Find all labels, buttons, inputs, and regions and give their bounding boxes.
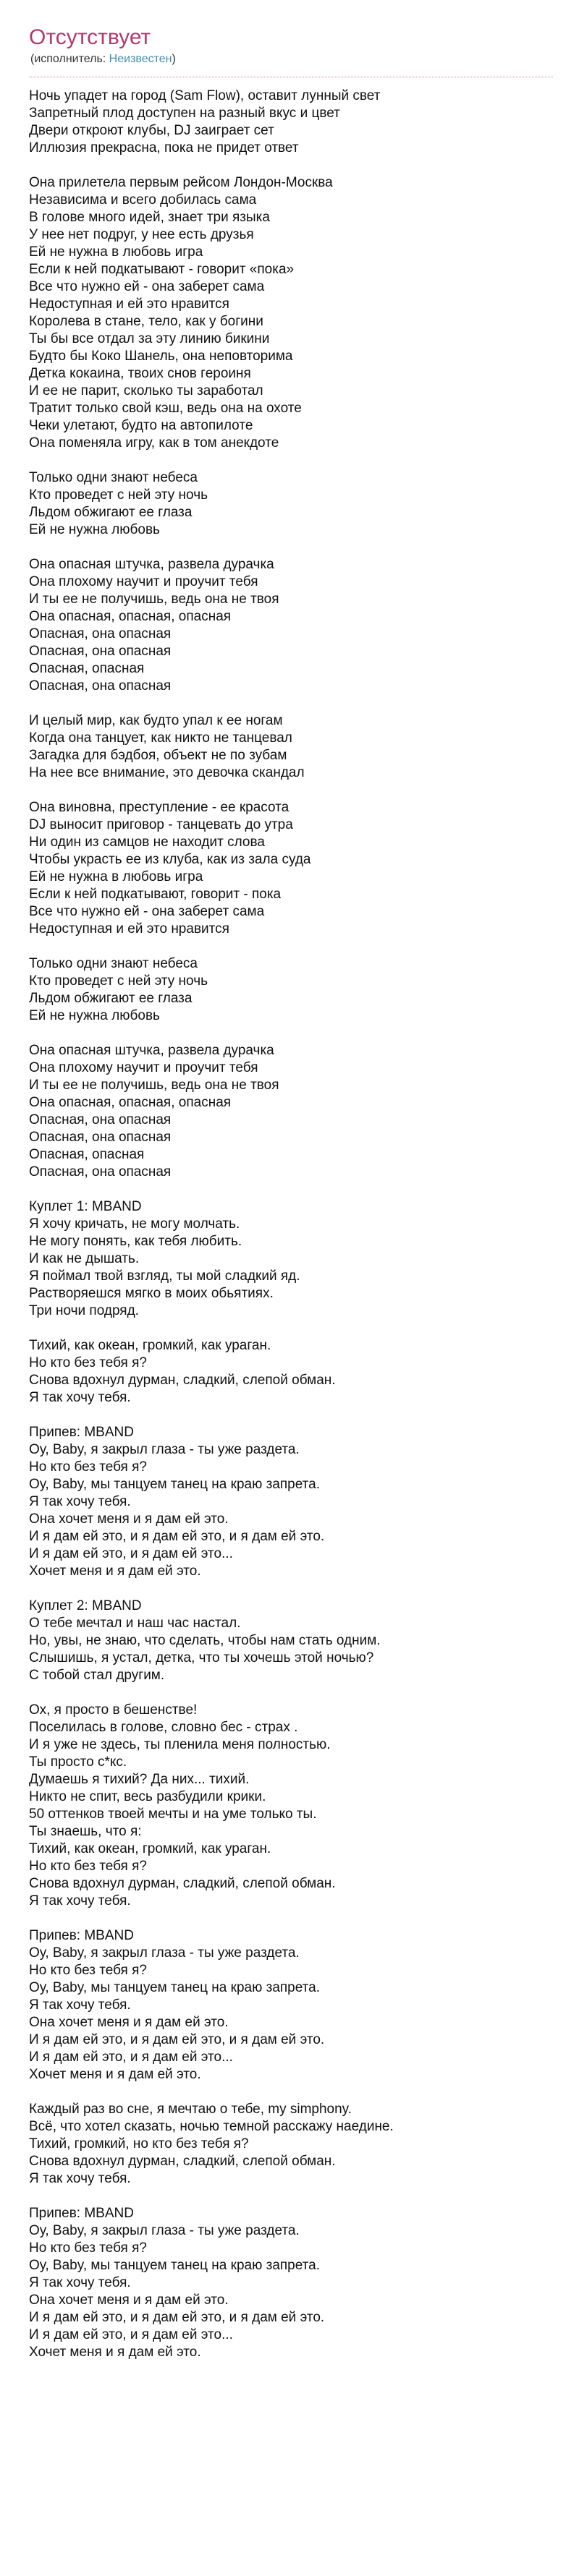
lyric-line: У нее нет подруг, у нее есть друзья bbox=[29, 227, 254, 242]
lyric-line: Когда она танцует, как никто не танцевал bbox=[29, 730, 292, 746]
lyric-line: Хочет меня и я дам ей это. bbox=[29, 1564, 201, 1579]
lyric-line: Двери откроют клубы, DJ заиграет сет bbox=[29, 123, 274, 138]
lyric-line: И я дам ей это, и я дам ей это... bbox=[29, 1546, 233, 1561]
lyric-line: Кто проведет с ней эту ночь bbox=[29, 487, 208, 503]
lyric-line: Я так хочу тебя. bbox=[29, 1893, 131, 1908]
artist-prefix: (исполнитель: bbox=[30, 53, 109, 65]
lyric-line: Недоступная и ей это нравится bbox=[29, 921, 229, 937]
lyrics-stanza bbox=[29, 712, 565, 782]
lyric-line: Слышишь, я устал, детка, что ты хочешь этой ночью? bbox=[29, 1650, 374, 1666]
lyric-line: Я хочу кричать, не могу молчать. bbox=[29, 1216, 240, 1232]
lyric-line: Она опасная, опасная, опасная bbox=[29, 1095, 232, 1110]
lyrics-stanza bbox=[29, 799, 565, 938]
lyric-line: Она хочет меня и я дам ей это. bbox=[29, 1511, 229, 1527]
lyrics-stanza bbox=[29, 556, 565, 695]
lyric-line: Ты знаешь, что я: bbox=[29, 1824, 142, 1839]
lyric-line: Но кто без тебя я? bbox=[29, 1963, 147, 1978]
lyric-line: Опасная, она опасная bbox=[29, 1112, 172, 1127]
lyric-line: Ей не нужна в любовь игра bbox=[29, 244, 203, 260]
lyric-line: Но кто без тебя я? bbox=[29, 1459, 147, 1475]
lyrics-stanza bbox=[29, 2101, 565, 2188]
lyric-line: Я так хочу тебя. bbox=[29, 2171, 131, 2186]
lyric-line: И я дам ей это, и я дам ей это, и я дам ей это. bbox=[29, 1529, 325, 1544]
lyric-line: Только одни знают небеса bbox=[29, 956, 198, 971]
lyrics-stanza bbox=[29, 1598, 565, 1684]
lyric-line: Недоступная и ей это нравится bbox=[29, 297, 229, 312]
lyric-line: Снова вдохнул дурман, сладкий, слепой обман. bbox=[29, 1876, 336, 1891]
lyric-line: Опасная, опасная bbox=[29, 1147, 145, 1162]
artist-link[interactable]: Неизвестен bbox=[109, 53, 172, 65]
lyric-line: Тихий, как океан, громкий, как ураган. bbox=[29, 1338, 271, 1353]
lyrics-stanza bbox=[29, 174, 565, 452]
lyrics-stanza bbox=[29, 1337, 565, 1407]
lyric-line: Оу, Baby, я закрыл глаза - ты уже раздета. bbox=[29, 1442, 300, 1457]
lyric-line: Но кто без тебя я? bbox=[29, 2240, 147, 2256]
lyric-line: Снова вдохнул дурман, сладкий, слепой обман. bbox=[29, 2154, 336, 2169]
lyric-line: Чеки улетают, будто на автопилоте bbox=[29, 418, 253, 433]
lyric-line: Но, увы, не знаю, что сделать, чтобы нам стать одним. bbox=[29, 1633, 381, 1648]
lyric-line: Всё, что хотел сказать, ночью темной расскажу наедине. bbox=[29, 2119, 394, 2134]
lyric-line: Ночь упадет на город (Sam Flow), оставит лунный свет bbox=[29, 88, 381, 103]
lyrics-stanza bbox=[29, 1927, 565, 2084]
lyric-line: Но кто без тебя я? bbox=[29, 1355, 147, 1370]
lyric-line: Все что нужно ей - она заберет сама bbox=[29, 904, 265, 919]
lyric-line: Поселилась в голове, словно бес - страх . bbox=[29, 1720, 298, 1735]
lyric-line: Она хочет меня и я дам ей это. bbox=[29, 2015, 229, 2030]
lyric-line: Опасная, она опасная bbox=[29, 1130, 172, 1145]
lyric-line: Она плохому научит и проучит тебя bbox=[29, 574, 258, 589]
lyric-line: И я дам ей это, и я дам ей это, и я дам ей это. bbox=[29, 2310, 325, 2325]
lyric-line: Она опасная штучка, развела дурачка bbox=[29, 1043, 274, 1058]
lyric-line: Ей не нужна любовь bbox=[29, 522, 160, 537]
lyric-line: Запретный плод доступен на разный вкус и цвет bbox=[29, 106, 340, 121]
lyric-line: Тихий, как океан, громкий, как ураган. bbox=[29, 1841, 271, 1856]
song-title: Отсутствует bbox=[29, 25, 151, 49]
lyric-line: Оу, Baby, мы танцуем танец на краю запрета. bbox=[29, 1477, 321, 1492]
lyric-line: С тобой стал другим. bbox=[29, 1668, 165, 1683]
lyric-line: В голове много идей, знает три языка bbox=[29, 210, 270, 225]
lyric-line: Куплет 1: MBAND bbox=[29, 1199, 142, 1214]
lyrics-text bbox=[29, 88, 565, 2361]
lyric-line: И я дам ей это, и я дам ей это... bbox=[29, 2327, 233, 2342]
lyric-line: Но кто без тебя я? bbox=[29, 1859, 147, 1874]
lyric-line: Припев: MBAND bbox=[29, 1928, 134, 1943]
lyric-line: Я так хочу тебя. bbox=[29, 1997, 131, 2013]
lyric-line: Тратит только свой кэш, ведь она на охоте bbox=[29, 401, 302, 416]
lyric-line: Я так хочу тебя. bbox=[29, 2275, 131, 2290]
lyrics-stanza bbox=[29, 1198, 565, 1320]
lyric-line: На нее все внимание, это девочка скандал bbox=[29, 765, 305, 780]
lyric-line: Не могу понять, как тебя любить. bbox=[29, 1234, 242, 1249]
lyric-line: Опасная, опасная bbox=[29, 661, 145, 676]
lyric-line: Она опасная, опасная, опасная bbox=[29, 609, 232, 624]
lyrics-stanza bbox=[29, 1702, 565, 1910]
lyric-line: Независима и всего добилась сама bbox=[29, 192, 257, 208]
lyric-line: Если к ней подкатывают - говорит «пока» bbox=[29, 262, 295, 277]
lyric-line: Льдом обжигают ее глаза bbox=[29, 991, 193, 1006]
lyric-line: Снова вдохнул дурман, сладкий, слепой обман. bbox=[29, 1373, 336, 1388]
lyric-line: Я так хочу тебя. bbox=[29, 1390, 131, 1405]
lyric-line: Припев: MBAND bbox=[29, 1425, 134, 1440]
lyric-line: И я дам ей это, и я дам ей это... bbox=[29, 2050, 233, 2065]
lyric-line: Я так хочу тебя. bbox=[29, 1494, 131, 1509]
lyric-line: Ты просто с*кс. bbox=[29, 1754, 127, 1770]
lyric-line: Если к ней подкатывают, говорит - пока bbox=[29, 887, 282, 902]
lyric-line: Хочет меня и я дам ей это. bbox=[29, 2345, 201, 2360]
lyrics-stanza bbox=[29, 955, 565, 1025]
lyric-line: Все что нужно ей - она заберет сама bbox=[29, 279, 265, 294]
lyric-line: Она виновна, преступление - ее красота bbox=[29, 800, 290, 815]
lyric-line: Тихий, громкий, но кто без тебя я? bbox=[29, 2136, 249, 2151]
lyric-line: Три ночи подряд. bbox=[29, 1303, 139, 1318]
lyric-line: Припев: MBAND bbox=[29, 2206, 134, 2221]
lyric-line: 50 оттенков твоей мечты и на уме только ты. bbox=[29, 1807, 317, 1822]
lyrics-stanza bbox=[29, 1042, 565, 1181]
lyric-line: Льдом обжигают ее глаза bbox=[29, 505, 193, 520]
lyric-line: Хочет меня и я дам ей это. bbox=[29, 2067, 201, 2082]
lyric-line: Я поймал твой взгляд, ты мой сладкий яд. bbox=[29, 1268, 300, 1284]
lyric-line: Опасная, она опасная bbox=[29, 678, 172, 694]
lyric-line: Ты бы все отдал за эту линию бикини bbox=[29, 331, 270, 346]
lyric-line: Будто бы Коко Шанель, она неповторима bbox=[29, 349, 293, 364]
lyrics-stanza bbox=[29, 88, 565, 157]
lyric-line: Чтобы украсть ее из клуба, как из зала суда bbox=[29, 852, 311, 867]
lyric-line: Растворяешся мягко в моих обьятиях. bbox=[29, 1286, 274, 1301]
lyric-line: Никто не спит, весь разбудили крики. bbox=[29, 1789, 266, 1804]
lyric-line: Думаешь я тихий? Да них... тихий. bbox=[29, 1772, 250, 1787]
lyric-line: Она хочет меня и я дам ей это. bbox=[29, 2293, 229, 2308]
lyric-line: Ей не нужна в любовь игра bbox=[29, 869, 203, 884]
lyrics-stanza bbox=[29, 469, 565, 539]
lyric-line: Только одни знают небеса bbox=[29, 470, 198, 485]
lyric-line: И я дам ей это, и я дам ей это, и я дам ей это. bbox=[29, 2032, 325, 2047]
lyric-line: И как не дышать. bbox=[29, 1251, 140, 1266]
lyrics-stanza bbox=[29, 1424, 565, 1580]
lyric-line: Оу, Baby, я закрыл глаза - ты уже раздета. bbox=[29, 2223, 300, 2238]
lyric-line: Оу, Baby, мы танцуем танец на краю запрета. bbox=[29, 1980, 321, 1995]
lyric-line: Оу, Baby, мы танцуем танец на краю запрета. bbox=[29, 2258, 321, 2273]
lyric-line: Опасная, она опасная bbox=[29, 626, 172, 641]
lyric-line: Ох, я просто в бешенстве! bbox=[29, 1702, 198, 1718]
lyric-line: И я уже не здесь, ты пленила меня полностью. bbox=[29, 1737, 331, 1752]
artist-suffix: ) bbox=[172, 53, 176, 65]
lyric-line: Ни один из самцов не находит слова bbox=[29, 835, 265, 850]
lyric-line: DJ выносит приговор - танцевать до утра bbox=[29, 817, 293, 832]
lyric-line: Куплет 2: MBAND bbox=[29, 1598, 142, 1613]
lyric-line: Она прилетела первым рейсом Лондон-Москва bbox=[29, 175, 333, 190]
lyrics-stanza bbox=[29, 2205, 565, 2361]
lyric-line: Королева в стане, тело, как у богини bbox=[29, 314, 263, 329]
lyric-line: О тебе мечтал и наш час настал. bbox=[29, 1616, 241, 1631]
lyric-line: Оу, Baby, я закрыл глаза - ты уже раздета. bbox=[29, 1945, 300, 1961]
lyric-line: Детка кокаина, твоих снов героиня bbox=[29, 366, 251, 381]
lyric-line: Опасная, она опасная bbox=[29, 1164, 172, 1180]
lyric-line: И ее не парит, сколько ты заработал bbox=[29, 383, 263, 398]
lyric-line: Каждый раз во сне, я мечтаю о тебе, my simphony. bbox=[29, 2102, 352, 2117]
lyric-line: И целый мир, как будто упал к ее ногам bbox=[29, 713, 283, 728]
lyric-line: Кто проведет с ней эту ночь bbox=[29, 973, 208, 989]
artist-line bbox=[30, 52, 565, 67]
lyric-line: Загадка для бэдбоя, объект не по зубам bbox=[29, 748, 287, 763]
lyric-line: Иллюзия прекрасна, пока не придет ответ bbox=[29, 140, 299, 155]
lyric-line: Опасная, она опасная bbox=[29, 644, 172, 659]
lyric-line: Она опасная штучка, развела дурачка bbox=[29, 557, 274, 572]
lyric-line: И ты ее не получишь, ведь она не твоя bbox=[29, 592, 279, 607]
lyric-line: Она поменяла игру, как в том анекдоте bbox=[29, 435, 279, 451]
lyric-line: Она плохому научит и проучит тебя bbox=[29, 1060, 258, 1075]
lyric-line: И ты ее не получишь, ведь она не твоя bbox=[29, 1078, 279, 1093]
lyric-line: Ей не нужна любовь bbox=[29, 1008, 160, 1023]
